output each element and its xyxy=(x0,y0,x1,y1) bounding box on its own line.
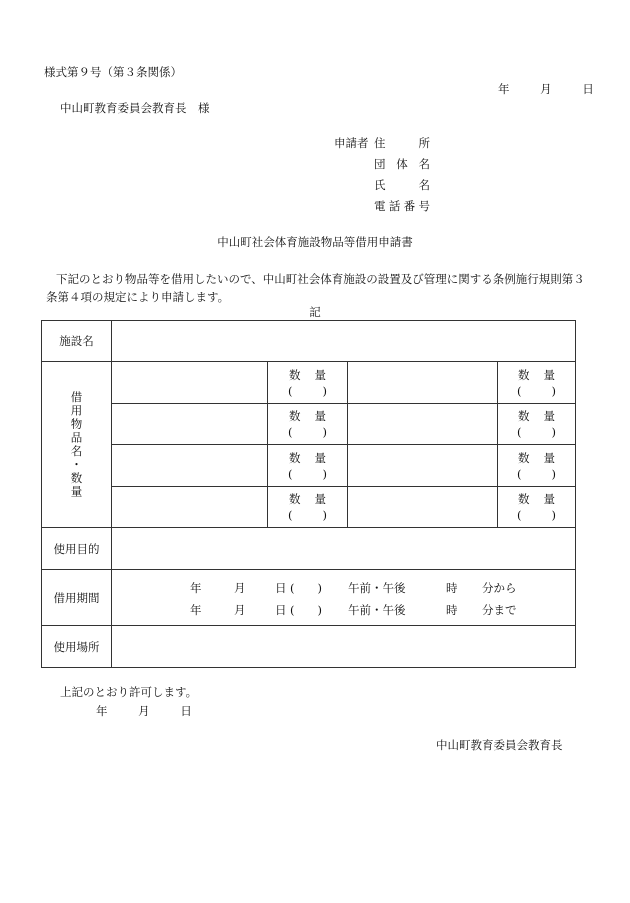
address-label xyxy=(374,138,430,159)
period-hour: 時 xyxy=(446,602,458,617)
submission-date xyxy=(498,84,594,96)
qty-char: 量 xyxy=(543,367,555,382)
phone-label xyxy=(374,201,430,222)
date-day: 日 xyxy=(582,82,594,96)
label-char: 名 xyxy=(418,157,430,171)
label-char: 号 xyxy=(418,199,430,213)
label-char: 住 xyxy=(374,136,386,150)
purpose-label: 使用目的 xyxy=(42,528,112,570)
item-row xyxy=(42,404,576,445)
item-name-input[interactable] xyxy=(112,404,268,445)
period-to: 分まで xyxy=(482,602,517,617)
ki-marker: 記 xyxy=(309,305,321,319)
item-name-input[interactable] xyxy=(112,487,268,528)
paren: ) xyxy=(322,466,327,481)
request-table xyxy=(41,320,576,668)
item-row xyxy=(42,487,576,528)
name-label xyxy=(374,180,430,201)
document-title: 中山町社会体育施設物品等借用申請書 xyxy=(217,235,413,249)
period-label: 借用期間 xyxy=(42,570,112,626)
period-month: 月 xyxy=(234,602,246,617)
qty-char: 量 xyxy=(314,450,326,465)
qty-char: 数 xyxy=(289,492,301,506)
purpose-row xyxy=(42,528,576,570)
qty-char: 数 xyxy=(289,409,301,423)
paren: ( xyxy=(517,508,522,522)
period-day: 日 xyxy=(275,602,287,617)
item-name-input[interactable] xyxy=(112,445,268,487)
period-year: 年 xyxy=(190,580,202,595)
paren: ( xyxy=(517,466,522,481)
period-weekday: ( ) xyxy=(290,580,322,595)
paren: ( xyxy=(288,508,293,522)
qty-cell[interactable] xyxy=(498,487,576,528)
label-char: 番 xyxy=(403,199,416,213)
item-name-input[interactable] xyxy=(348,362,498,404)
item-row xyxy=(42,445,576,487)
period-row xyxy=(42,570,576,626)
paren: ) xyxy=(551,508,556,522)
qty-char: 量 xyxy=(543,492,555,506)
qty-char: 量 xyxy=(314,409,326,423)
date-year: 年 xyxy=(498,82,510,96)
period-to-line xyxy=(112,598,575,620)
group-name-label xyxy=(374,159,430,180)
form-number: 様式第９号（第３条関係） xyxy=(44,65,182,79)
paren: ) xyxy=(322,425,327,439)
item-name-input[interactable] xyxy=(348,487,498,528)
qty-cell[interactable] xyxy=(498,445,576,487)
paren: ( xyxy=(288,383,293,398)
purpose-input[interactable] xyxy=(112,528,576,570)
paren: ) xyxy=(322,508,327,522)
approval-date xyxy=(96,706,219,718)
spacer xyxy=(334,159,374,180)
qty-char: 数 xyxy=(289,367,301,382)
label-char: 団 xyxy=(374,157,386,171)
place-label: 使用場所 xyxy=(42,626,112,668)
approver-title: 中山町教育委員会教育長 xyxy=(436,738,563,752)
period-from-line xyxy=(112,576,575,598)
applicant-address-row xyxy=(334,138,430,159)
paren: ) xyxy=(322,383,327,398)
paren: ) xyxy=(551,383,556,398)
qty-cell[interactable] xyxy=(498,362,576,404)
period-input[interactable] xyxy=(112,570,576,626)
paren: ( xyxy=(288,425,293,439)
facility-row xyxy=(42,321,576,362)
facility-label: 施設名 xyxy=(42,321,112,362)
date-year: 年 xyxy=(96,704,108,718)
applicant-group-row xyxy=(334,159,430,180)
place-row xyxy=(42,626,576,668)
item-name-input[interactable] xyxy=(348,404,498,445)
period-weekday: ( ) xyxy=(290,602,322,617)
qty-char: 数 xyxy=(518,492,530,506)
applicant-lead: 申請者 xyxy=(334,136,369,150)
qty-char: 数 xyxy=(289,450,301,465)
label-char: 体 xyxy=(396,157,408,171)
applicant-name-row xyxy=(334,180,430,201)
request-text: 下記のとおり物品等を借用したいので、中山町社会体育施設の設置及び管理に関する条例施行規則第３条第４項の規定により申請します。 xyxy=(46,272,585,304)
date-month: 月 xyxy=(540,82,552,96)
paren: ) xyxy=(551,466,556,481)
label-char: 話 xyxy=(388,199,401,213)
item-name-input[interactable] xyxy=(112,362,268,404)
qty-char: 量 xyxy=(314,492,326,506)
qty-char: 数 xyxy=(518,367,530,382)
date-month: 月 xyxy=(138,704,150,718)
applicant-phone-row xyxy=(334,201,430,222)
paren: ( xyxy=(517,383,522,398)
item-name-input[interactable] xyxy=(348,445,498,487)
label-char: 氏 xyxy=(374,178,386,192)
qty-cell[interactable] xyxy=(268,362,348,404)
items-label: 借用物品名・数量 xyxy=(69,390,84,499)
period-ampm: 午前・午後 xyxy=(348,580,406,595)
qty-char: 量 xyxy=(543,450,555,465)
date-day: 日 xyxy=(180,704,192,718)
period-from: 分から xyxy=(482,580,517,595)
period-hour: 時 xyxy=(446,580,458,595)
qty-char: 数 xyxy=(518,409,530,423)
qty-cell[interactable] xyxy=(268,487,348,528)
label-char: 所 xyxy=(418,136,430,150)
paren: ) xyxy=(551,425,556,439)
qty-char: 数 xyxy=(518,450,530,465)
qty-char: 量 xyxy=(543,409,555,423)
label-char: 名 xyxy=(418,178,430,192)
paren: ( xyxy=(517,425,522,439)
applicant-block xyxy=(334,138,430,222)
qty-cell[interactable] xyxy=(268,445,348,487)
period-ampm: 午前・午後 xyxy=(348,602,406,617)
qty-char: 量 xyxy=(314,367,326,382)
period-month: 月 xyxy=(234,580,246,595)
approval-text: 上記のとおり許可します。 xyxy=(60,685,198,699)
place-input[interactable] xyxy=(112,626,576,668)
period-day: 日 xyxy=(275,580,287,595)
item-row xyxy=(42,362,576,404)
facility-input[interactable] xyxy=(112,321,576,362)
qty-cell[interactable] xyxy=(498,404,576,445)
label-char: 電 xyxy=(374,199,386,213)
spacer xyxy=(334,201,374,222)
paren: ( xyxy=(288,466,293,481)
items-label-cell xyxy=(42,362,112,528)
addressee: 中山町教育委員会教育長 様 xyxy=(60,101,210,115)
qty-cell[interactable] xyxy=(268,404,348,445)
spacer xyxy=(334,180,374,201)
period-year: 年 xyxy=(190,602,202,617)
